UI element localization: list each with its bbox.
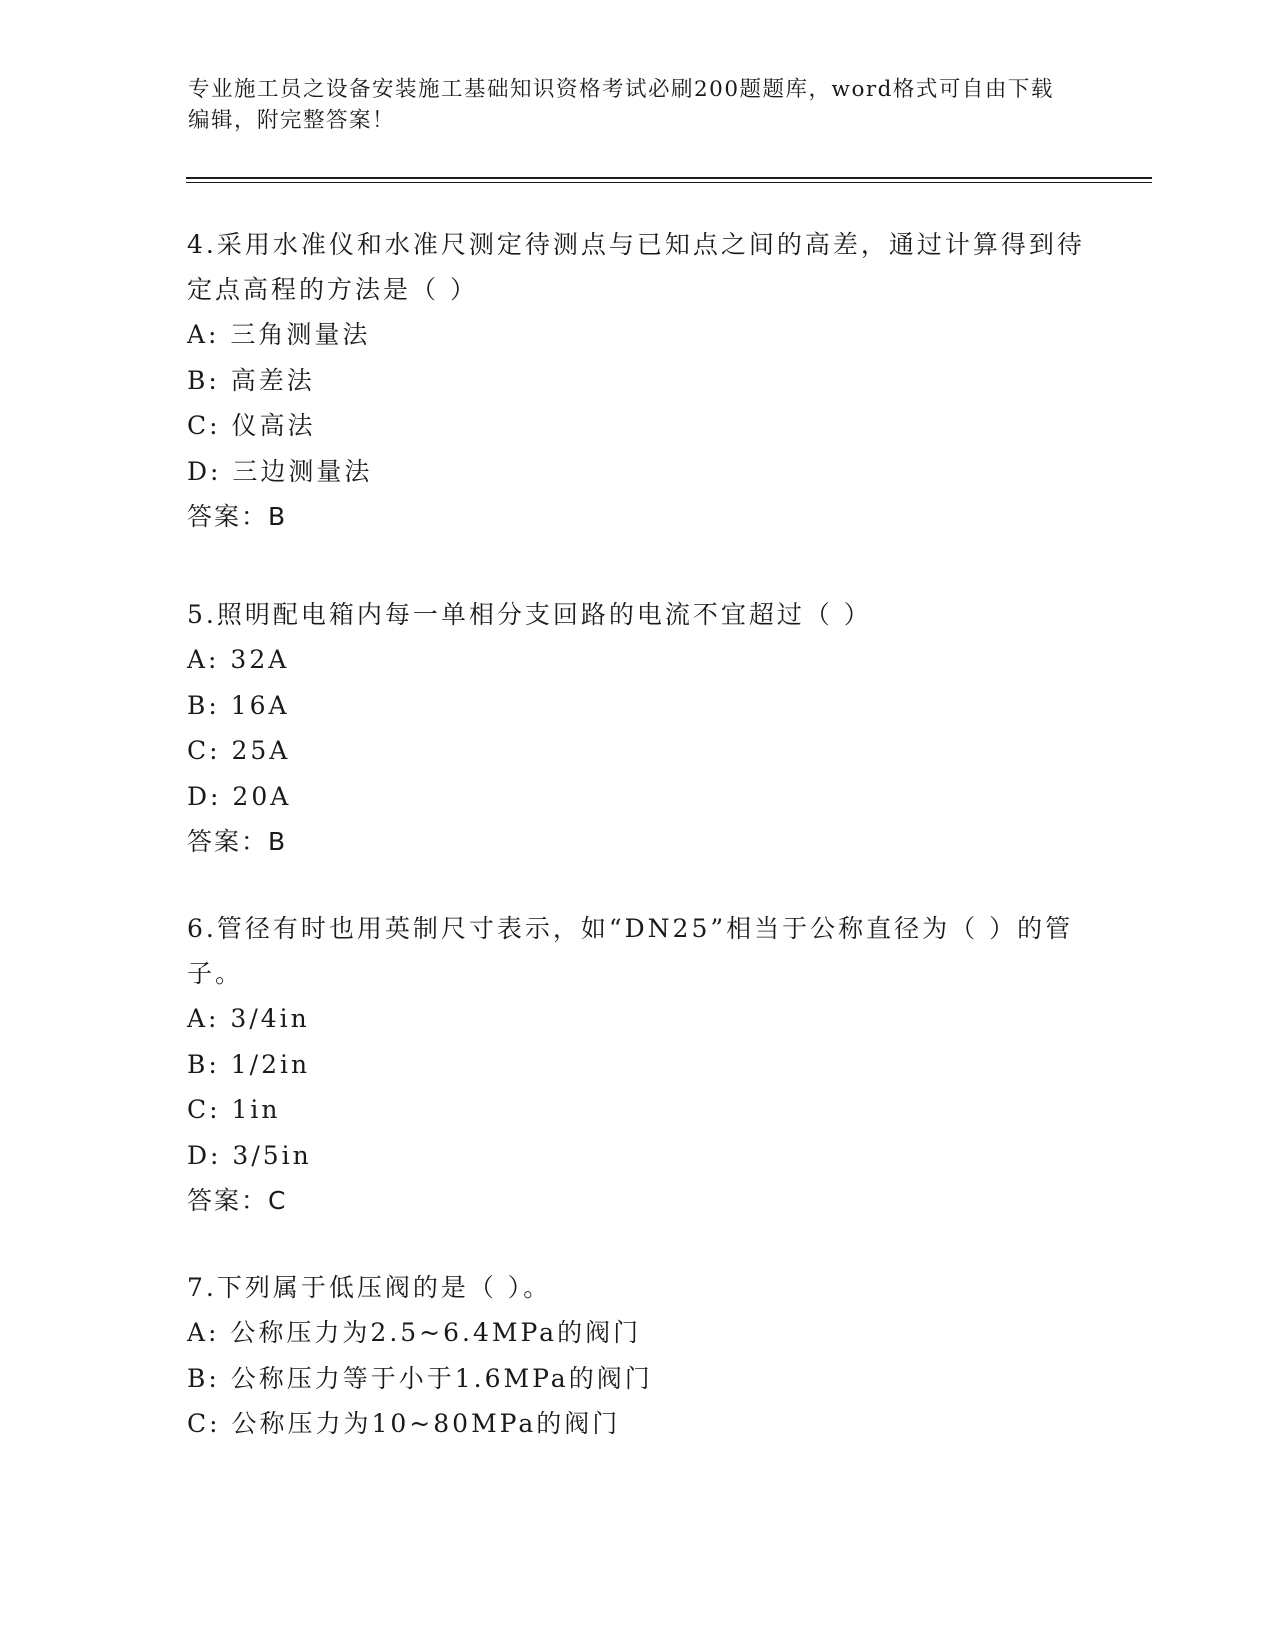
option-a: A: 公称压力为2.5~6.4MPa的阀门 <box>187 1318 642 1347</box>
question-7 <box>187 1265 1087 1447</box>
question-stem: 7.下列属于低压阀的是（ ）。 <box>187 1273 552 1302</box>
question-stem: 6.管径有时也用英制尺寸表示，如“DN25”相当于公称直径为（ ）的管子。 <box>187 914 1074 988</box>
option-c: C: 25A <box>187 736 291 765</box>
option-a: A: 32A <box>187 645 290 674</box>
option-a: A: 三角测量法 <box>187 320 371 349</box>
question-4 <box>187 222 1087 539</box>
option-b: B: 公称压力等于小于1.6MPa的阀门 <box>187 1363 653 1393</box>
question-5 <box>187 592 1087 864</box>
document-header: 专业施工员之设备安装施工基础知识资格考试必刷200题题库，word格式可自由下载编辑，附完整答案！ <box>188 77 1054 133</box>
question-6 <box>187 906 1087 1223</box>
option-a: A: 3/4in <box>187 1004 310 1033</box>
question-stem: 4.采用水准仪和水准尺测定待测点与已知点之间的高差，通过计算得到待定点高程的方法是（ ） <box>187 230 1085 304</box>
option-c: C: 公称压力为10~80MPa的阀门 <box>187 1409 621 1438</box>
answer: 答案：B <box>187 827 288 856</box>
option-d: D: 20A <box>187 781 292 811</box>
answer: 答案：C <box>187 1186 288 1215</box>
answer: 答案：B <box>187 502 288 531</box>
option-b: B: 16A <box>187 690 290 720</box>
option-c: C: 仪高法 <box>187 411 316 440</box>
header-divider-thick <box>186 177 1152 179</box>
option-d: D: 3/5in <box>187 1140 312 1170</box>
option-b: B: 高差法 <box>187 365 315 395</box>
header-divider-thin <box>186 182 1152 183</box>
option-d: D: 三边测量法 <box>187 456 373 486</box>
question-stem: 5.照明配电箱内每一单相分支回路的电流不宜超过（ ） <box>187 600 872 629</box>
option-b: B: 1/2in <box>187 1049 311 1079</box>
option-c: C: 1in <box>187 1095 281 1124</box>
